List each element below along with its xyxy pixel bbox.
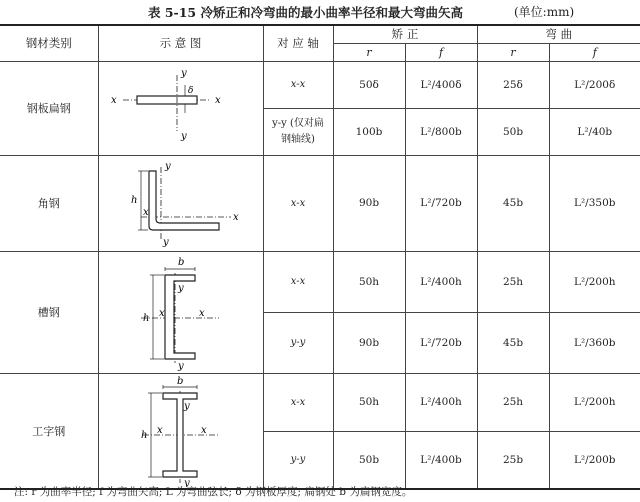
- header-row-1: [0, 25, 640, 43]
- straighten-r: 100b: [333, 108, 405, 155]
- label-delta: δ: [187, 86, 193, 96]
- straighten-f: L²/720b: [405, 155, 477, 251]
- bend-r: 50b: [477, 108, 549, 155]
- bend-r: 45b: [477, 312, 549, 373]
- sketch-angle: [98, 155, 263, 251]
- label-x: x: [110, 95, 117, 106]
- material-cell: 钢板扁钢: [0, 61, 98, 155]
- straighten-f: L²/720b: [405, 312, 477, 373]
- material-cell: 槽钢: [0, 251, 98, 373]
- label-y: y: [164, 161, 171, 172]
- bending-table: [0, 24, 640, 490]
- straighten-f: L²/400δ: [405, 61, 477, 108]
- header-sketch: 示 意 图: [98, 25, 263, 61]
- bend-f: L²/200δ: [549, 61, 640, 108]
- axis-cell: y-y: [263, 312, 333, 373]
- label-y: y: [177, 361, 184, 371]
- header-straighten-f: f: [405, 43, 477, 61]
- straighten-r: 90b: [333, 312, 405, 373]
- label-y: y: [180, 131, 187, 142]
- label-b: b: [176, 375, 183, 387]
- straighten-f: L²/400h: [405, 251, 477, 312]
- straighten-r: 50h: [333, 251, 405, 312]
- bend-f: L²/200b: [549, 431, 640, 489]
- bend-r: 25δ: [477, 61, 549, 108]
- bend-f: L²/40b: [549, 108, 640, 155]
- straighten-f: L²/400h: [405, 373, 477, 431]
- label-h: h: [130, 195, 137, 206]
- label-x: x: [156, 424, 163, 436]
- header-straighten: 矫 正: [333, 25, 477, 43]
- header-bend-f: f: [549, 43, 640, 61]
- flat-plate-sketch: [101, 63, 261, 153]
- table-row: [0, 61, 640, 108]
- bend-r: 45b: [477, 155, 549, 251]
- header-axis: 对 应 轴: [263, 25, 333, 61]
- bend-f: L²/200h: [549, 373, 640, 431]
- bend-f: L²/200h: [549, 251, 640, 312]
- straighten-r: 50b: [333, 431, 405, 489]
- label-y: y: [183, 477, 190, 487]
- table-footnote: 注: r 为曲率半径; f 为弯曲矢高; L 为弯曲弦长; δ 为钢板厚度; 扁钢处 b 为扁钢宽度。: [14, 486, 413, 498]
- table-row: [0, 155, 640, 251]
- table-row: [0, 251, 640, 312]
- axis-cell: x-x: [263, 61, 333, 108]
- bend-f: L²/360b: [549, 312, 640, 373]
- label-x: x: [232, 212, 239, 223]
- axis-cell: x-x: [263, 155, 333, 251]
- straighten-r: 50δ: [333, 61, 405, 108]
- sketch-flat-plate: [98, 61, 263, 155]
- label-x: x: [142, 207, 149, 218]
- sketch-channel: [98, 251, 263, 373]
- header-bend: 弯 曲: [477, 25, 640, 43]
- sketch-i-beam: [98, 373, 263, 489]
- label-y: y: [180, 68, 187, 79]
- axis-cell: x-x: [263, 373, 333, 431]
- label-y: y: [177, 283, 184, 294]
- label-x: x: [214, 95, 221, 106]
- straighten-f: L²/400b: [405, 431, 477, 489]
- label-y: y: [183, 400, 190, 412]
- label-b: b: [177, 257, 184, 268]
- material-cell: 工字钢: [0, 373, 98, 489]
- angle-sketch: [101, 157, 261, 249]
- label-x: x: [200, 424, 207, 436]
- bend-r: 25h: [477, 251, 549, 312]
- table-row: [0, 373, 640, 431]
- label-y: y: [162, 237, 169, 248]
- axis-cell: y-y: [263, 431, 333, 489]
- table-unit: (单位:mm): [514, 5, 575, 19]
- straighten-f: L²/800b: [405, 108, 477, 155]
- label-x: x: [158, 308, 165, 319]
- channel-sketch: [101, 253, 261, 371]
- header-straighten-r: r: [333, 43, 405, 61]
- header-bend-r: r: [477, 43, 549, 61]
- bend-r: 25h: [477, 373, 549, 431]
- material-cell: 角钢: [0, 155, 98, 251]
- axis-cell: x-x: [263, 251, 333, 312]
- table-caption: [0, 3, 640, 23]
- i-beam-sketch: [101, 375, 261, 487]
- axis-cell: y-y (仅对扁钢轴线): [263, 108, 333, 155]
- straighten-r: 90b: [333, 155, 405, 251]
- straighten-r: 50h: [333, 373, 405, 431]
- table-title: 表 5-15 冷矫正和冷弯曲的最小曲率半径和最大弯曲矢高: [148, 5, 463, 20]
- bend-f: L²/350b: [549, 155, 640, 251]
- label-h: h: [140, 429, 147, 441]
- bend-r: 25b: [477, 431, 549, 489]
- header-material: 钢材类别: [0, 25, 98, 61]
- label-h: h: [142, 313, 149, 324]
- label-x: x: [198, 308, 205, 319]
